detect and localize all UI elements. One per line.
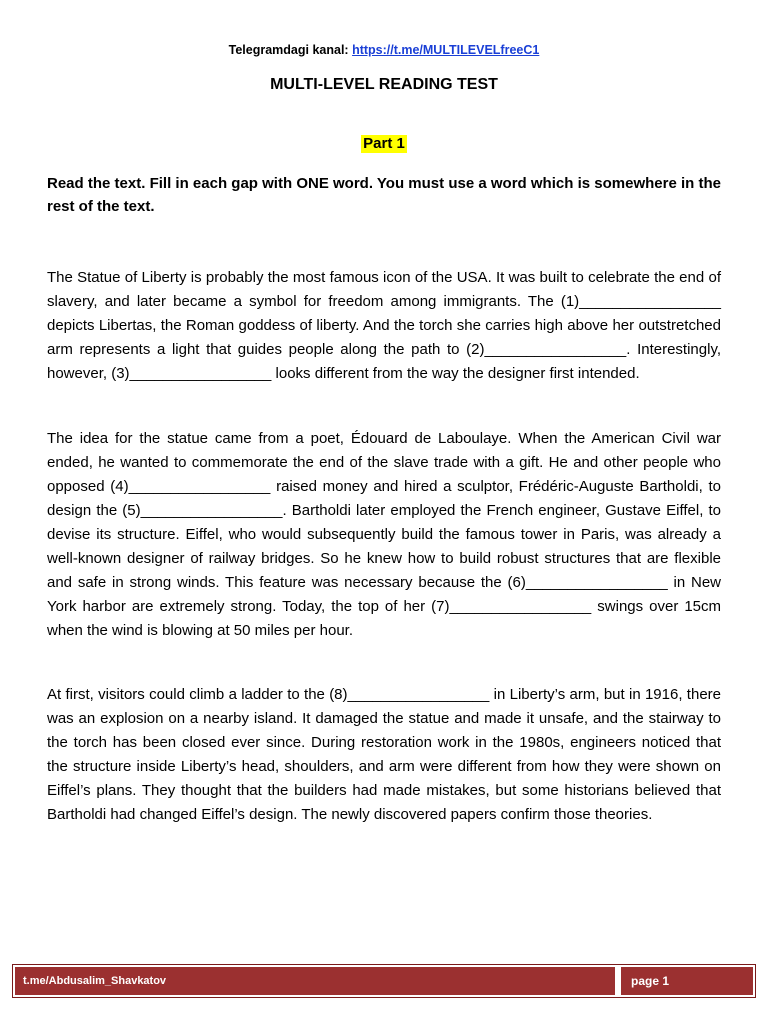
part-label: Part 1 — [363, 135, 405, 152]
reading-paragraph-3: At first, visitors could climb a ladder to the (8)_________________ in Liberty’s arm, but in 1916, there was an explosion on a nearby island. It damaged the statue and made it unsafe, and the stairway to the torch has been closed ever since. During restoration work in the 1980s, engineers noticed that the structure inside Liberty’s head, shoulders, and arm were different from how they were shown on Eiffel’s plans. They thought that the builders had made mistakes, but some historians believed that Bartholdi had changed Eiffel’s design. The newly discovered papers confirm those theories. — [47, 686, 721, 823]
telegram-channel-link[interactable]: https://t.me/MULTILEVELfreeC1 — [352, 43, 540, 57]
instruction-text: Read the text. Fill in each gap with ONE word. You must use a word which is somewhere in the rest of the text. — [47, 175, 721, 215]
telegram-channel-label: Telegramdagi kanal: — [228, 43, 353, 57]
reading-paragraph-2: The idea for the statue came from a poet, Édouard de Laboulaye. When the American Civil war ended, he wanted to commemorate the end of the slave trade with a gift. He and other people who opposed (4)_________________ raised money and hired a sculptor, Frédéric-Auguste Bartholdi, to design the (5)_________________. Bartholdi later employed the French engineer, Gustave Eiffel, to devise its structure. Eiffel, who would subsequently build the famous tower in Paris, was already a well-known designer of railway bridges. So he knew how to build robust structures that are flexible and safe in strong winds. This feature was necessary because the (6)_________________ in New York harbor are extremely strong. Today, the top of her (7)_________________ swings over 15cm when the wind is blowing at 50 miles per hour. — [47, 430, 721, 639]
part-heading — [0, 135, 768, 153]
page-footer — [12, 964, 756, 998]
page-title: MULTI-LEVEL READING TEST — [270, 76, 498, 93]
footer-channel: t.me/Abdusalim_Shavkatov — [15, 967, 615, 995]
footer-page-number: page 1 — [621, 967, 753, 995]
reading-paragraph-1: The Statue of Liberty is probably the most famous icon of the USA. It was built to celebrate the end of slavery, and later became a symbol for freedom among immigrants. The (1)_________________ depicts Libertas, the Roman goddess of liberty. And the torch she carries high above her outstretched arm represents a light that guides people along the path to (2)_________________. Interestingly, however, (3)_________________ looks different from the way the designer first intended. — [47, 269, 721, 382]
telegram-channel-line — [0, 43, 768, 57]
